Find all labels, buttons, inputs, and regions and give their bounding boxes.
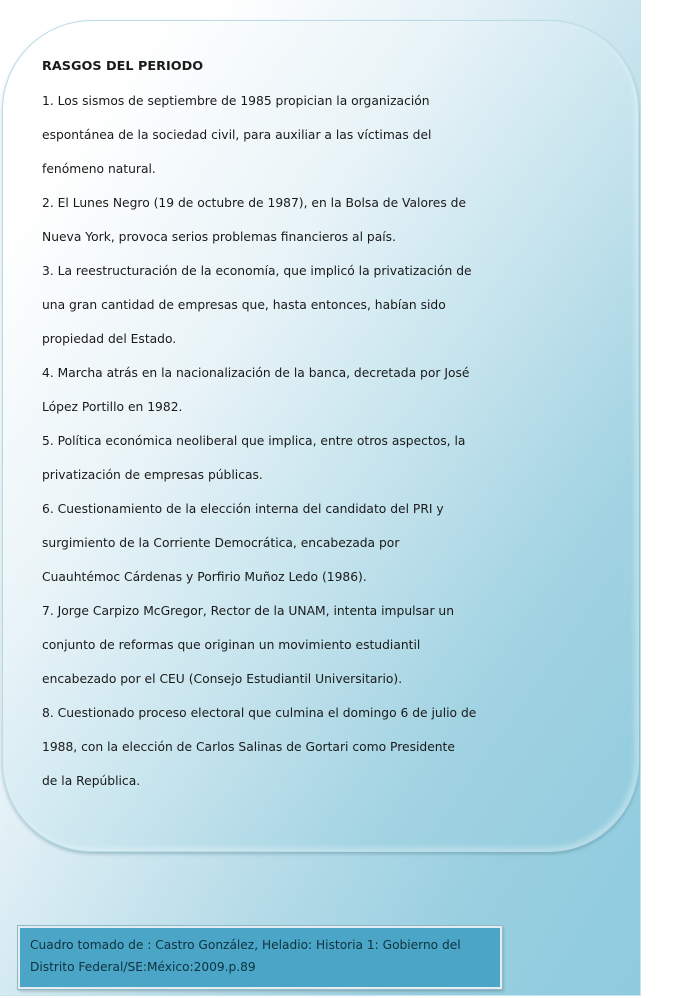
text-line: 6. Cuestionamiento de la elección interna del candidato del PRI y — [42, 502, 444, 516]
text-line: conjunto de reformas que originan un movimiento estudiantil — [42, 638, 421, 652]
source-caption-box — [18, 926, 502, 989]
text-line: propiedad del Estado. — [42, 332, 177, 346]
text-line: de la República. — [42, 774, 141, 788]
text-line: 1988, con la elección de Carlos Salinas de Gortari como Presidente — [42, 740, 455, 754]
text-line: privatización de empresas públicas. — [42, 468, 263, 482]
text-line: 8. Cuestionado proceso electoral que culmina el domingo 6 de julio de — [42, 706, 477, 720]
caption-line: Distrito Federal/SE:México:2009.p.89 — [30, 960, 256, 974]
text-line: 4. Marcha atrás en la nacionalización de la banca, decretada por José — [42, 366, 470, 380]
text-line: 3. La reestructuración de la economía, que implicó la privatización de — [42, 264, 472, 278]
text-line: una gran cantidad de empresas que, hasta entonces, habían sido — [42, 298, 446, 312]
caption-line: Cuadro tomado de : Castro González, Heladio: Historia 1: Gobierno del — [30, 938, 461, 952]
section-heading: RASGOS DEL PERIODO — [42, 59, 204, 74]
text-line: fenómeno natural. — [42, 162, 156, 176]
text-line: espontánea de la sociedad civil, para auxiliar a las víctimas del — [42, 128, 432, 142]
text-line: Cuauhtémoc Cárdenas y Porfirio Muñoz Ledo (1986). — [42, 570, 367, 584]
text-line: Nueva York, provoca serios problemas financieros al país. — [42, 230, 396, 244]
text-line: surgimiento de la Corriente Democrática, encabezada por — [42, 536, 400, 550]
text-line: 1. Los sismos de septiembre de 1985 propician la organización — [42, 94, 430, 108]
text-line: 5. Política económica neoliberal que implica, entre otros aspectos, la — [42, 434, 466, 448]
text-line: 7. Jorge Carpizo McGregor, Rector de la UNAM, intenta impulsar un — [42, 604, 455, 618]
text-line: 2. El Lunes Negro (19 de octubre de 1987), en la Bolsa de Valores de — [42, 196, 467, 210]
text-content — [42, 56, 482, 804]
text-line: encabezado por el CEU (Consejo Estudiantil Universitario). — [42, 672, 403, 686]
text-line: López Portillo en 1982. — [42, 400, 183, 414]
